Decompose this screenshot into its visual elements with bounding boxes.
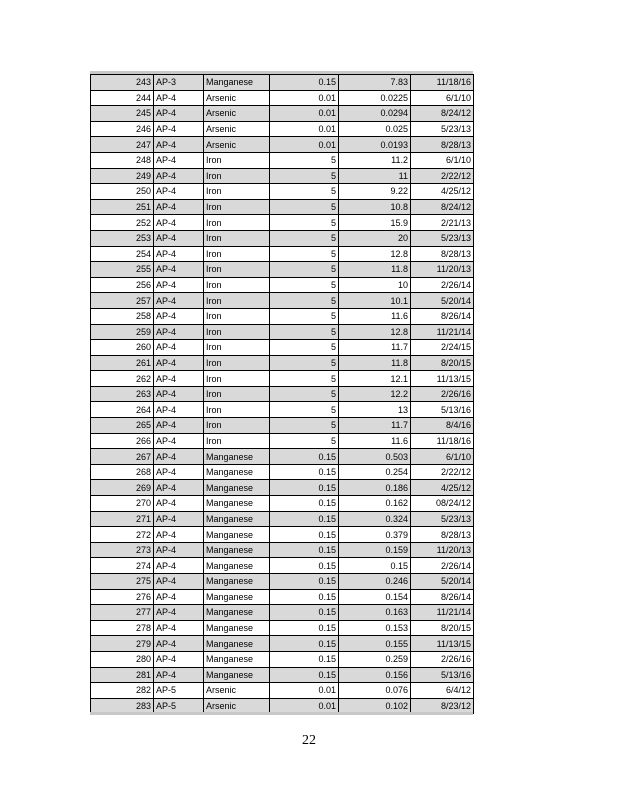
result-cell: 0.0193	[339, 137, 411, 153]
location-cell: AP-4	[154, 152, 204, 168]
analyte-cell: Manganese	[204, 480, 270, 496]
date-cell: 8/23/12	[411, 698, 474, 714]
date-cell: 11/21/14	[411, 324, 474, 340]
table-row	[91, 121, 474, 137]
row-number-cell: 257	[91, 293, 154, 309]
result-cell: 0.254	[339, 464, 411, 480]
date-cell: 11/13/15	[411, 371, 474, 387]
standard-cell: 0.01	[270, 121, 339, 137]
table-row	[91, 106, 474, 122]
standard-cell: 5	[270, 418, 339, 434]
standard-cell: 5	[270, 277, 339, 293]
result-cell: 0.154	[339, 589, 411, 605]
standard-cell: 0.15	[270, 651, 339, 667]
row-number-cell: 270	[91, 496, 154, 512]
analyte-cell: Iron	[204, 386, 270, 402]
analyte-cell: Manganese	[204, 449, 270, 465]
analyte-cell: Manganese	[204, 527, 270, 543]
result-cell: 12.2	[339, 386, 411, 402]
table-row	[91, 152, 474, 168]
analyte-cell: Arsenic	[204, 137, 270, 153]
date-cell: 08/24/12	[411, 496, 474, 512]
date-cell: 6/4/12	[411, 683, 474, 699]
location-cell: AP-4	[154, 558, 204, 574]
location-cell: AP-4	[154, 620, 204, 636]
standard-cell: 0.15	[270, 605, 339, 621]
analyte-cell: Iron	[204, 402, 270, 418]
standard-cell: 0.15	[270, 558, 339, 574]
row-number-cell: 254	[91, 246, 154, 262]
result-cell: 11.7	[339, 340, 411, 356]
result-cell: 0.186	[339, 480, 411, 496]
row-number-cell: 243	[91, 75, 154, 91]
location-cell: AP-3	[154, 75, 204, 91]
result-cell: 11.8	[339, 355, 411, 371]
standard-cell: 5	[270, 340, 339, 356]
standard-cell: 0.01	[270, 683, 339, 699]
table-row	[91, 418, 474, 434]
result-cell: 10.1	[339, 293, 411, 309]
date-cell: 2/26/16	[411, 386, 474, 402]
row-number-cell: 248	[91, 152, 154, 168]
standard-cell: 0.15	[270, 496, 339, 512]
row-number-cell: 276	[91, 589, 154, 605]
location-cell: AP-4	[154, 90, 204, 106]
analyte-cell: Iron	[204, 371, 270, 387]
location-cell: AP-4	[154, 574, 204, 590]
row-number-cell: 271	[91, 511, 154, 527]
analyte-cell: Iron	[204, 355, 270, 371]
analyte-cell: Iron	[204, 277, 270, 293]
table-row	[91, 480, 474, 496]
date-cell: 2/24/15	[411, 340, 474, 356]
standard-cell: 0.15	[270, 620, 339, 636]
result-cell: 15.9	[339, 215, 411, 231]
analyte-cell: Iron	[204, 308, 270, 324]
date-cell: 5/20/14	[411, 574, 474, 590]
sampling-results-table	[90, 74, 474, 714]
location-cell: AP-4	[154, 651, 204, 667]
date-cell: 4/25/12	[411, 480, 474, 496]
table-row	[91, 90, 474, 106]
row-number-cell: 272	[91, 527, 154, 543]
result-cell: 0.15	[339, 558, 411, 574]
row-number-cell: 255	[91, 262, 154, 278]
location-cell: AP-4	[154, 433, 204, 449]
location-cell: AP-4	[154, 418, 204, 434]
location-cell: AP-4	[154, 293, 204, 309]
analyte-cell: Iron	[204, 230, 270, 246]
result-cell: 11.6	[339, 433, 411, 449]
standard-cell: 5	[270, 355, 339, 371]
analyte-cell: Iron	[204, 418, 270, 434]
row-number-cell: 260	[91, 340, 154, 356]
result-cell: 0.0294	[339, 106, 411, 122]
row-number-cell: 245	[91, 106, 154, 122]
standard-cell: 5	[270, 168, 339, 184]
result-cell: 10.8	[339, 199, 411, 215]
analyte-cell: Manganese	[204, 636, 270, 652]
row-number-cell: 277	[91, 605, 154, 621]
row-number-cell: 256	[91, 277, 154, 293]
standard-cell: 0.15	[270, 574, 339, 590]
standard-cell: 0.15	[270, 511, 339, 527]
analyte-cell: Manganese	[204, 605, 270, 621]
location-cell: AP-4	[154, 355, 204, 371]
date-cell: 11/20/13	[411, 262, 474, 278]
table-body	[91, 75, 474, 714]
result-cell: 12.1	[339, 371, 411, 387]
table-bottom-edge	[90, 712, 473, 715]
location-cell: AP-4	[154, 667, 204, 683]
row-number-cell: 264	[91, 402, 154, 418]
table-row	[91, 386, 474, 402]
location-cell: AP-4	[154, 324, 204, 340]
row-number-cell: 263	[91, 386, 154, 402]
date-cell: 2/22/12	[411, 168, 474, 184]
standard-cell: 0.01	[270, 90, 339, 106]
location-cell: AP-5	[154, 698, 204, 714]
result-cell: 13	[339, 402, 411, 418]
row-number-cell: 268	[91, 464, 154, 480]
location-cell: AP-4	[154, 542, 204, 558]
analyte-cell: Iron	[204, 168, 270, 184]
location-cell: AP-4	[154, 636, 204, 652]
result-cell: 0.162	[339, 496, 411, 512]
row-number-cell: 281	[91, 667, 154, 683]
result-cell: 0.153	[339, 620, 411, 636]
result-cell: 7.83	[339, 75, 411, 91]
analyte-cell: Manganese	[204, 574, 270, 590]
table-row	[91, 574, 474, 590]
row-number-cell: 261	[91, 355, 154, 371]
analyte-cell: Iron	[204, 152, 270, 168]
location-cell: AP-4	[154, 464, 204, 480]
location-cell: AP-4	[154, 121, 204, 137]
analyte-cell: Arsenic	[204, 683, 270, 699]
analyte-cell: Iron	[204, 262, 270, 278]
analyte-cell: Arsenic	[204, 698, 270, 714]
date-cell: 8/20/15	[411, 355, 474, 371]
row-number-cell: 252	[91, 215, 154, 231]
result-cell: 0.156	[339, 667, 411, 683]
table-row	[91, 496, 474, 512]
location-cell: AP-4	[154, 262, 204, 278]
standard-cell: 5	[270, 308, 339, 324]
standard-cell: 5	[270, 293, 339, 309]
result-cell: 20	[339, 230, 411, 246]
analyte-cell: Manganese	[204, 542, 270, 558]
date-cell: 8/24/12	[411, 106, 474, 122]
location-cell: AP-4	[154, 371, 204, 387]
date-cell: 8/28/13	[411, 527, 474, 543]
standard-cell: 0.15	[270, 464, 339, 480]
table-row	[91, 199, 474, 215]
table-row	[91, 371, 474, 387]
analyte-cell: Manganese	[204, 651, 270, 667]
standard-cell: 5	[270, 371, 339, 387]
table-row	[91, 262, 474, 278]
analyte-cell: Iron	[204, 340, 270, 356]
row-number-cell: 273	[91, 542, 154, 558]
table-row	[91, 308, 474, 324]
result-cell: 0.076	[339, 683, 411, 699]
table-row	[91, 355, 474, 371]
row-number-cell: 265	[91, 418, 154, 434]
date-cell: 5/23/13	[411, 121, 474, 137]
location-cell: AP-4	[154, 589, 204, 605]
standard-cell: 5	[270, 199, 339, 215]
date-cell: 6/1/10	[411, 449, 474, 465]
analyte-cell: Iron	[204, 246, 270, 262]
standard-cell: 5	[270, 152, 339, 168]
date-cell: 8/28/13	[411, 137, 474, 153]
standard-cell: 5	[270, 246, 339, 262]
location-cell: AP-4	[154, 449, 204, 465]
date-cell: 2/26/14	[411, 558, 474, 574]
table-row	[91, 558, 474, 574]
analyte-cell: Arsenic	[204, 106, 270, 122]
result-cell: 0.155	[339, 636, 411, 652]
row-number-cell: 246	[91, 121, 154, 137]
analyte-cell: Manganese	[204, 667, 270, 683]
standard-cell: 0.15	[270, 449, 339, 465]
standard-cell: 0.15	[270, 527, 339, 543]
location-cell: AP-4	[154, 605, 204, 621]
table-row	[91, 433, 474, 449]
result-cell: 11.8	[339, 262, 411, 278]
analyte-cell: Iron	[204, 184, 270, 200]
date-cell: 2/21/13	[411, 215, 474, 231]
standard-cell: 5	[270, 324, 339, 340]
standard-cell: 5	[270, 230, 339, 246]
analyte-cell: Iron	[204, 433, 270, 449]
row-number-cell: 282	[91, 683, 154, 699]
date-cell: 6/1/10	[411, 152, 474, 168]
standard-cell: 0.15	[270, 636, 339, 652]
result-cell: 12.8	[339, 324, 411, 340]
standard-cell: 0.01	[270, 106, 339, 122]
date-cell: 11/18/16	[411, 433, 474, 449]
standard-cell: 5	[270, 433, 339, 449]
table-row	[91, 527, 474, 543]
table-row	[91, 449, 474, 465]
result-cell: 0.259	[339, 651, 411, 667]
location-cell: AP-4	[154, 308, 204, 324]
row-number-cell: 278	[91, 620, 154, 636]
location-cell: AP-4	[154, 184, 204, 200]
row-number-cell: 283	[91, 698, 154, 714]
row-number-cell: 275	[91, 574, 154, 590]
location-cell: AP-4	[154, 277, 204, 293]
row-number-cell: 269	[91, 480, 154, 496]
date-cell: 2/26/16	[411, 651, 474, 667]
row-number-cell: 279	[91, 636, 154, 652]
row-number-cell: 259	[91, 324, 154, 340]
table-row	[91, 620, 474, 636]
standard-cell: 0.15	[270, 480, 339, 496]
date-cell: 11/20/13	[411, 542, 474, 558]
location-cell: AP-4	[154, 480, 204, 496]
row-number-cell: 251	[91, 199, 154, 215]
date-cell: 2/26/14	[411, 277, 474, 293]
result-cell: 11.6	[339, 308, 411, 324]
date-cell: 8/24/12	[411, 199, 474, 215]
table-row	[91, 589, 474, 605]
row-number-cell: 280	[91, 651, 154, 667]
date-cell: 5/13/16	[411, 402, 474, 418]
standard-cell: 5	[270, 262, 339, 278]
location-cell: AP-4	[154, 215, 204, 231]
date-cell: 8/4/16	[411, 418, 474, 434]
result-cell: 0.163	[339, 605, 411, 621]
analyte-cell: Iron	[204, 293, 270, 309]
date-cell: 6/1/10	[411, 90, 474, 106]
date-cell: 8/28/13	[411, 246, 474, 262]
date-cell: 4/25/12	[411, 184, 474, 200]
table-row	[91, 75, 474, 91]
result-cell: 0.379	[339, 527, 411, 543]
row-number-cell: 274	[91, 558, 154, 574]
result-cell: 0.159	[339, 542, 411, 558]
result-cell: 10	[339, 277, 411, 293]
analyte-cell: Manganese	[204, 496, 270, 512]
page-number: 22	[302, 733, 316, 748]
row-number-cell: 250	[91, 184, 154, 200]
result-cell: 0.246	[339, 574, 411, 590]
table-row	[91, 277, 474, 293]
table-row	[91, 605, 474, 621]
date-cell: 8/26/14	[411, 589, 474, 605]
result-cell: 0.025	[339, 121, 411, 137]
location-cell: AP-4	[154, 340, 204, 356]
date-cell: 8/20/15	[411, 620, 474, 636]
table-row	[91, 215, 474, 231]
table-row	[91, 667, 474, 683]
row-number-cell: 249	[91, 168, 154, 184]
standard-cell: 5	[270, 184, 339, 200]
analyte-cell: Arsenic	[204, 121, 270, 137]
location-cell: AP-4	[154, 230, 204, 246]
analyte-cell: Iron	[204, 199, 270, 215]
table-row	[91, 402, 474, 418]
table-row	[91, 511, 474, 527]
standard-cell: 5	[270, 386, 339, 402]
result-cell: 12.8	[339, 246, 411, 262]
result-cell: 11	[339, 168, 411, 184]
result-cell: 0.503	[339, 449, 411, 465]
date-cell: 11/18/16	[411, 75, 474, 91]
result-cell: 0.0225	[339, 90, 411, 106]
location-cell: AP-4	[154, 199, 204, 215]
location-cell: AP-4	[154, 168, 204, 184]
analyte-cell: Manganese	[204, 589, 270, 605]
row-number-cell: 253	[91, 230, 154, 246]
result-cell: 0.102	[339, 698, 411, 714]
table-row	[91, 324, 474, 340]
standard-cell: 0.15	[270, 75, 339, 91]
date-cell: 5/13/16	[411, 667, 474, 683]
date-cell: 5/23/13	[411, 511, 474, 527]
analyte-cell: Manganese	[204, 620, 270, 636]
date-cell: 11/13/15	[411, 636, 474, 652]
table-row	[91, 651, 474, 667]
table-row	[91, 230, 474, 246]
row-number-cell: 267	[91, 449, 154, 465]
location-cell: AP-5	[154, 683, 204, 699]
date-cell: 2/22/12	[411, 464, 474, 480]
date-cell: 5/20/14	[411, 293, 474, 309]
standard-cell: 0.15	[270, 667, 339, 683]
table-row	[91, 464, 474, 480]
location-cell: AP-4	[154, 527, 204, 543]
analyte-cell: Manganese	[204, 511, 270, 527]
result-cell: 0.324	[339, 511, 411, 527]
result-cell: 9.22	[339, 184, 411, 200]
location-cell: AP-4	[154, 402, 204, 418]
location-cell: AP-4	[154, 106, 204, 122]
analyte-cell: Arsenic	[204, 90, 270, 106]
date-cell: 8/26/14	[411, 308, 474, 324]
table-row	[91, 168, 474, 184]
standard-cell: 0.15	[270, 589, 339, 605]
analyte-cell: Iron	[204, 324, 270, 340]
analyte-cell: Manganese	[204, 558, 270, 574]
standard-cell: 0.15	[270, 542, 339, 558]
table-row	[91, 184, 474, 200]
result-cell: 11.2	[339, 152, 411, 168]
standard-cell: 0.01	[270, 698, 339, 714]
analyte-cell: Manganese	[204, 464, 270, 480]
table-row	[91, 293, 474, 309]
row-number-cell: 258	[91, 308, 154, 324]
row-number-cell: 247	[91, 137, 154, 153]
row-number-cell: 262	[91, 371, 154, 387]
analyte-cell: Manganese	[204, 75, 270, 91]
standard-cell: 5	[270, 215, 339, 231]
result-cell: 11.7	[339, 418, 411, 434]
table-row	[91, 246, 474, 262]
location-cell: AP-4	[154, 386, 204, 402]
location-cell: AP-4	[154, 246, 204, 262]
table-row	[91, 542, 474, 558]
location-cell: AP-4	[154, 511, 204, 527]
location-cell: AP-4	[154, 137, 204, 153]
row-number-cell: 266	[91, 433, 154, 449]
location-cell: AP-4	[154, 496, 204, 512]
table-row	[91, 137, 474, 153]
table-row	[91, 340, 474, 356]
standard-cell: 5	[270, 402, 339, 418]
row-number-cell: 244	[91, 90, 154, 106]
standard-cell: 0.01	[270, 137, 339, 153]
analyte-cell: Iron	[204, 215, 270, 231]
date-cell: 11/21/14	[411, 605, 474, 621]
table-row	[91, 683, 474, 699]
table-row	[91, 636, 474, 652]
date-cell: 5/23/13	[411, 230, 474, 246]
